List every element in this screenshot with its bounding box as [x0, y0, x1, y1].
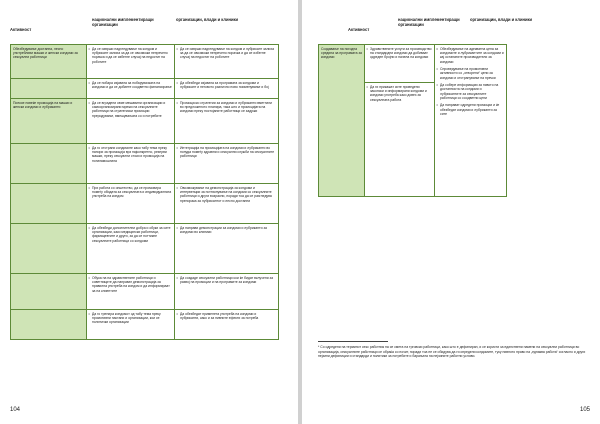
- table-cell: • Да направи демонстрации за кондоми и лубриканти за кондоми во клиники: [175, 224, 279, 274]
- activity-label: [11, 184, 87, 224]
- activity-label: Поекое повеќе промоција на машки и женски кондоми и лубриканти: [11, 99, 87, 144]
- header-activity: Активност: [10, 27, 32, 32]
- table-cell: • Да обезбеди дополнителни добра и обуки за сите организации, како медицински работници, фармацевтите и други, за да се поттикне сексуалните работници со кондоми: [87, 224, 175, 274]
- list-item: • • Обезбедување на адекватна цена за кондомите и лубрикантите за кондоми и кај останатите производители за кондоми: [436, 46, 504, 64]
- right-page: [302, 0, 600, 424]
- table-cell: • Да се побара изјавата за побарувачката на кондоми и да се добиете соодветно финансирање: [87, 79, 175, 99]
- list-item: • Спроведување на промотивни активности со „отворени“ цени за кондоми и отстранување на пречки: [436, 66, 496, 80]
- table-row: [11, 144, 279, 184]
- activity-label: [11, 144, 87, 184]
- table-row: [11, 79, 279, 99]
- table-row: [11, 99, 279, 144]
- table-cell: • Промоциско стратегии за кондоми и лубриканти вметнати во предложеното планира, така што и промоцијата на кондоми преку постојаните работници се задржи: [175, 99, 279, 144]
- activity-label: Создавање на погодна средина за програмата за кондоми: [319, 45, 365, 197]
- list-item: • Да направат одредени промоции и ќе обезбедат кондоми и лубриканти за сите: [436, 103, 500, 117]
- table-cell: • Да се изврши надгледување на кондом и лубрикант залиха за да се овозможи непречено порачка и да се избегне случај на недостиг на роботите: [87, 45, 175, 79]
- table-cell: • Да се изврши надгледување на кондом и лубрикант залиха за да се овозможи непречено порачка и да се избегне случај на недостиг на роботите: [175, 45, 279, 79]
- footnote: * Со одредени на терминот секс работник на се смета на трговски работници, како што е дефиниран, и се користи за единствени намени на сексуални работници во организација, сексуалните работници се обраќа со почит, поради тоа не се обидува да ги определи кондомите, туку нивното право на „еднаква работа“ согласно и други нејзини дефиниции и стандарди и политики за потребите и барањата на нејзините работни услови.: [318, 345, 586, 359]
- table-row: [11, 310, 279, 340]
- table-cell: • Да ги прикажат сите проведени законски и информирани кондоми и кондоми употреба како довез за сексуалната работа: [365, 83, 435, 197]
- table-cell: • Овозможување на демонстрација за кондоми и интервенции за поттикнување на кондоми со сексуалните работници и други возрасни, поради тоа да се разгледува препорака за лубрикантот и лесно достапни: [175, 184, 279, 224]
- page-number: 105: [579, 407, 590, 413]
- header-activity: Активност: [348, 27, 370, 32]
- table-cell: [435, 45, 507, 197]
- activity-label: Обезбедување достапна, лесно употребливи машки и женски кондоми за сексуални работници: [11, 45, 87, 79]
- table-row: [319, 45, 507, 83]
- header-orgs-clinics: организации, влади и клиники: [176, 17, 239, 22]
- activity-table: [318, 44, 507, 197]
- table-cell: • Да го тренира кондомот од табу тема преку промотивни настани и организации, кои се политички организации: [87, 310, 175, 340]
- table-row: [11, 224, 279, 274]
- list-item: • Да собере информации за нивото на достапноста на кондоми и лубрикантите за сексуалните работници со соодветни цени: [436, 83, 499, 101]
- table-cell: • Да го отстрани кондомите како табу тема преку напори за промоција врз најконкретно, резерви машки, преку сексуални стоки и промоција на понатамошната: [87, 144, 175, 184]
- table-cell: • Да се вградени овие мешавини организации и самоорганизирани мрежи на сексуалните работници на стратегиски промоции преродување, вмешувањата со и потребите: [87, 99, 175, 144]
- activity-label: [11, 224, 87, 274]
- table-row: [11, 184, 279, 224]
- table-row: [11, 45, 279, 79]
- activity-label: [11, 79, 87, 99]
- activity-table: [10, 44, 279, 340]
- header-orgs-clinics: организации, влади и клиники: [470, 17, 533, 22]
- activity-label: [11, 274, 87, 310]
- table-cell: • Здравствените услуги за производство на стандардни кондоми да добиваат одреден бројни и начела на кондоми: [365, 45, 435, 83]
- table-cell: • Да создаде сексуални работници кои ќе бидат вклучени за развој на промоции и на програмите за кондоми: [175, 274, 279, 310]
- footnote-rule: [318, 341, 388, 342]
- header-national-orgs: национални имплементиращи организации: [398, 17, 460, 27]
- table-row: [11, 274, 279, 310]
- table-cell: • Да обезбедат применета употреба на кондоми и лубриканти, како и за нивните ефекти за потреба: [175, 310, 279, 340]
- activity-label: [11, 310, 87, 340]
- table-cell: • Интеграција на промоцијата на кондоми и лубриканти во понуда помеѓу здравни и сексуални служби на сексуалните работници: [175, 144, 279, 184]
- table-cell: • Да обезбеди изјавата за програмата за кондоми и лубрикант и неговото различно ново поименување и бој: [175, 79, 279, 99]
- left-page: [0, 0, 298, 424]
- page-number: 104: [10, 407, 21, 413]
- table-cell: • При работа со општество, да се промовира помеѓу обидата за сексуалната и индивидуалната употреба на кондом: [87, 184, 175, 224]
- table-cell: • Обука на на здравствените работници и советниците да направат демонстрација за правилна употреба на кондом и да информираат за на клиентите: [87, 274, 175, 310]
- header-national-orgs: национални имплементиращи организации: [92, 17, 154, 27]
